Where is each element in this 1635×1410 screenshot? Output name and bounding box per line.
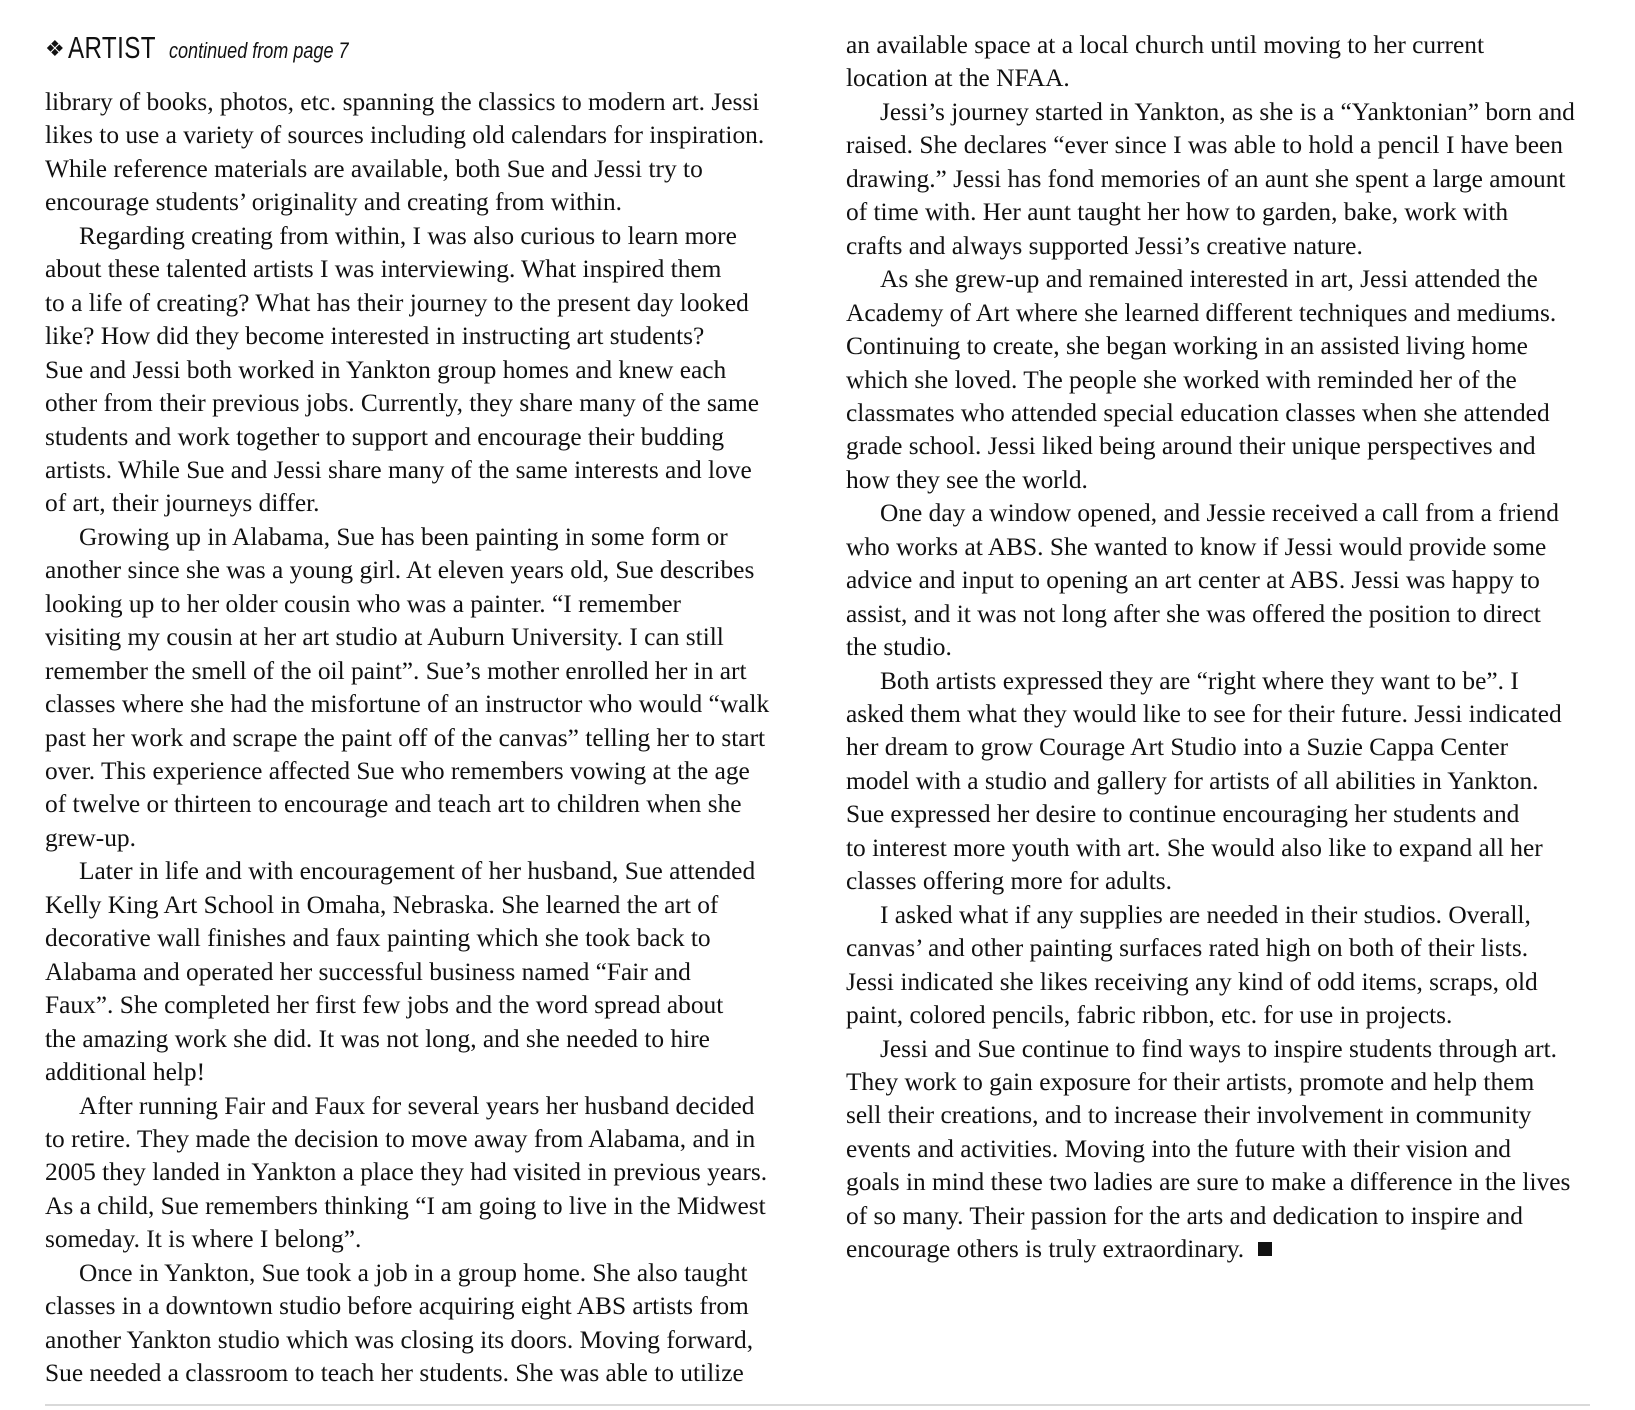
text-line: classmates who attended special education classes when she attended xyxy=(846,398,1550,427)
text-line: another Yankton studio which was closing its doors. Moving forward, xyxy=(45,1325,754,1354)
text-line: remember the smell of the oil paint”. Sue’s mother enrolled her in art xyxy=(45,656,747,685)
section-title: ARTIST xyxy=(67,30,156,65)
continued-note: continued from page 7 xyxy=(168,38,349,63)
text-line: to a life of creating? What has their journey to the present day looked xyxy=(45,288,749,317)
text-line: who works at ABS. She wanted to know if Jessi would provide some xyxy=(846,532,1547,561)
text-line: additional help! xyxy=(45,1058,206,1087)
text-line: to interest more youth with art. She would also like to expand all her xyxy=(846,833,1543,862)
text-line: raised. She declares “ever since I was able to hold a pencil I have been xyxy=(846,131,1563,160)
text-line: of art, their journeys differ. xyxy=(45,489,320,518)
text-line: Alabama and operated her successful business named “Fair and xyxy=(45,957,691,986)
text-line: goals in mind these two ladies are sure to make a difference in the lives xyxy=(846,1168,1571,1197)
text-line: of so many. Their passion for the arts and dedication to inspire and xyxy=(846,1201,1523,1230)
text-line: which she loved. The people she worked with reminded her of the xyxy=(846,365,1517,394)
paragraph-start-line: Growing up in Alabama, Sue has been painting in some form or xyxy=(79,522,728,551)
text-line: location at the NFAA. xyxy=(846,64,1070,93)
text-line: classes offering more for adults. xyxy=(846,867,1172,896)
text-line: an available space at a local church until moving to her current xyxy=(846,31,1485,59)
text-line: grew-up. xyxy=(45,823,136,852)
paragraph-start-line: After running Fair and Faux for several years her husband decided xyxy=(79,1091,755,1120)
text-line: over. This experience affected Sue who remembers vowing at the age xyxy=(45,757,750,785)
paragraph-start-line: I asked what if any supplies are needed in their studios. Overall, xyxy=(880,900,1531,929)
text-line: past her work and scrape the paint off of the canvas” telling her to start xyxy=(45,723,766,752)
paragraph-start-line: Later in life and with encouragement of her husband, Sue attended xyxy=(79,857,756,886)
text-line: While reference materials are available, both Sue and Jessi try to xyxy=(45,154,703,183)
text-line: the studio. xyxy=(846,633,952,662)
text-line: sell their creations, and to increase their involvement in community xyxy=(846,1101,1532,1130)
text-line: artists. While Sue and Jessi share many of the same interests and love xyxy=(45,455,752,484)
text-line: to retire. They made the decision to move away from Alabama, and in xyxy=(45,1124,756,1153)
text-line: Sue and Jessi both worked in Yankton group homes and knew each xyxy=(45,355,727,384)
text-line: Kelly King Art School in Omaha, Nebraska. She learned the art of xyxy=(45,890,719,919)
text-line: Academy of Art where she learned different techniques and mediums. xyxy=(846,298,1557,327)
text-line: how they see the world. xyxy=(846,465,1088,494)
text-line: Continuing to create, she began working in an assisted living home xyxy=(846,332,1528,361)
bottom-rule xyxy=(45,1404,1590,1406)
paragraph-start-line: Jessi and Sue continue to find ways to inspire students through art. xyxy=(880,1034,1557,1063)
text-line: assist, and it was not long after she was offered the position to direct xyxy=(846,599,1541,628)
text-line: Sue expressed her desire to continue encouraging her students and xyxy=(846,800,1520,829)
paragraph-start-line: One day a window opened, and Jessie received a call from a friend xyxy=(880,499,1559,528)
text-line: advice and input to opening an art center at ABS. Jessi was happy to xyxy=(846,566,1540,595)
text-line: crafts and always supported Jessi’s creative nature. xyxy=(846,231,1363,260)
continuation-header xyxy=(45,30,388,74)
text-line: of time with. Her aunt taught her how to garden, bake, work with xyxy=(846,198,1509,227)
paragraph-start-line: As she grew-up and remained interested in art, Jessi attended the xyxy=(880,265,1538,294)
text-line: decorative wall finishes and faux painting which she took back to xyxy=(45,924,711,953)
text-line: her dream to grow Courage Art Studio into a Suzie Cappa Center xyxy=(846,733,1509,762)
text-line: visiting my cousin at her art studio at Auburn University. I can still xyxy=(45,623,724,652)
text-line: the amazing work she did. It was not long, and she needed to hire xyxy=(45,1024,710,1053)
text-line: someday. It is where I belong”. xyxy=(45,1225,362,1254)
text-line: looking up to her older cousin who was a painter. “I remember xyxy=(45,589,681,618)
text-line: Sue needed a classroom to teach her students. She was able to utilize xyxy=(45,1359,744,1388)
ornament-icon: ❖ xyxy=(45,36,65,61)
text-line: encourage students’ originality and creating from within. xyxy=(45,188,622,217)
end-of-article-icon xyxy=(1258,1242,1272,1256)
text-line: about these talented artists I was interviewing. What inspired them xyxy=(45,255,722,284)
text-line: of twelve or thirteen to encourage and teach art to children when she xyxy=(45,790,742,819)
text-line-last xyxy=(846,1233,1272,1266)
text-line: They work to gain exposure for their artists, promote and help them xyxy=(846,1067,1535,1096)
text-line: another since she was a young girl. At eleven years old, Sue describes xyxy=(45,556,755,585)
paragraph-start-line: Jessi’s journey started in Yankton, as she is a “Yanktonian” born and xyxy=(880,97,1575,126)
paragraph-start-line: Regarding creating from within, I was also curious to learn more xyxy=(79,221,737,250)
text-line: like? How did they become interested in instructing art students? xyxy=(45,322,705,351)
text-line: library of books, photos, etc. spanning the classics to modern art. Jessi xyxy=(45,88,760,116)
paragraph-start-line: Once in Yankton, Sue took a job in a group home. She also taught xyxy=(79,1258,748,1287)
text-line: As a child, Sue remembers thinking “I am going to live in the Midwest xyxy=(45,1191,766,1220)
paragraph-start-line: Both artists expressed they are “right where they want to be”. I xyxy=(880,666,1519,695)
text-line: classes where she had the misfortune of an instructor who would “walk xyxy=(45,690,770,719)
text-line: students and work together to support and encourage their budding xyxy=(45,422,725,451)
text-line: drawing.” Jessi has fond memories of an aunt she spent a large amount xyxy=(846,164,1566,193)
text-line: events and activities. Moving into the future with their vision and xyxy=(846,1134,1511,1163)
text-line: Faux”. She completed her first few jobs and the word spread about xyxy=(45,991,724,1020)
text-line: Jessi indicated she likes receiving any kind of odd items, scraps, old xyxy=(846,967,1538,996)
text-line: 2005 they landed in Yankton a place they had visited in previous years. xyxy=(45,1158,768,1187)
text-line: classes in a downtown studio before acquiring eight ABS artists from xyxy=(45,1292,749,1321)
text-line: model with a studio and gallery for artists of all abilities in Yankton. xyxy=(846,766,1539,795)
text-line: canvas’ and other painting surfaces rated high on both of their lists. xyxy=(846,934,1529,963)
text-line: grade school. Jessi liked being around their unique perspectives and xyxy=(846,432,1536,461)
text-line: paint, colored pencils, fabric ribbon, etc. for use in projects. xyxy=(846,1001,1453,1030)
text-line: asked them what they would like to see for their future. Jessi indicated xyxy=(846,700,1562,728)
text-line-last-content: encourage others is truly extraordinary. xyxy=(846,1235,1245,1264)
text-line: other from their previous jobs. Currently, they share many of the same xyxy=(45,389,760,418)
text-line: likes to use a variety of sources including old calendars for inspiration. xyxy=(45,121,765,150)
